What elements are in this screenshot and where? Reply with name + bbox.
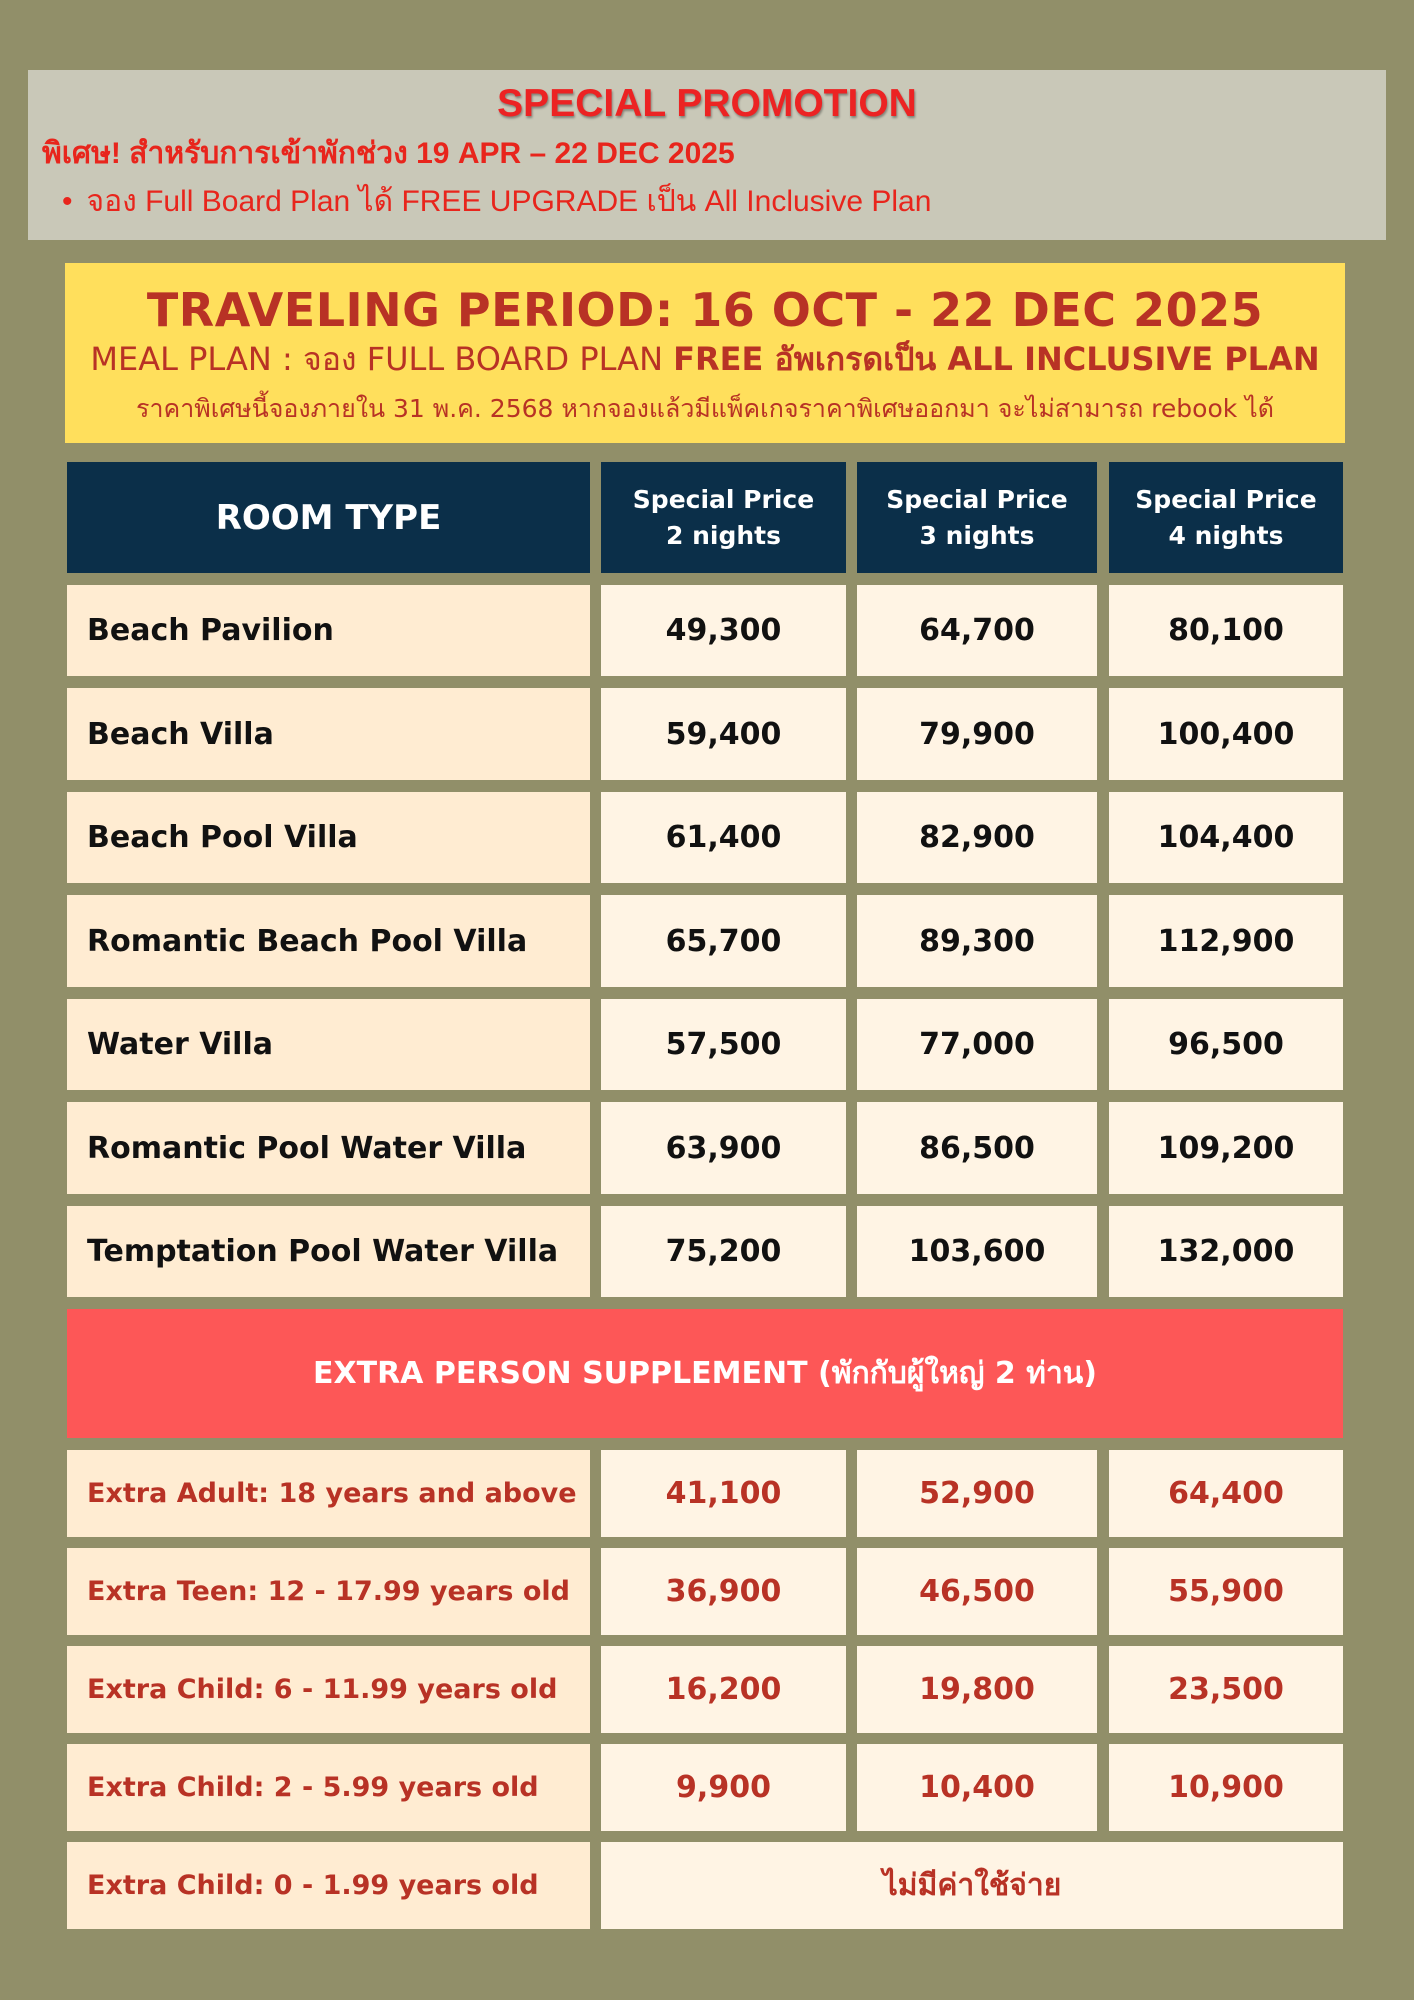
header-price-3-nights [857, 462, 1097, 573]
extra-price-4-nights: 55,900 [1109, 1548, 1343, 1635]
traveling-period-title: TRAVELING PERIOD: 16 OCT - 22 DEC 2025 [146, 283, 1264, 337]
extra-price-2-nights: 41,100 [601, 1450, 846, 1537]
room-price-4-nights: 104,400 [1109, 792, 1343, 883]
room-price-2-nights: 65,700 [601, 895, 846, 987]
extra-price-2-nights: 36,900 [601, 1548, 846, 1635]
room-price-3-nights: 89,300 [857, 895, 1097, 987]
room-price-2-nights: 61,400 [601, 792, 846, 883]
room-price-3-nights: 86,500 [857, 1102, 1097, 1194]
room-price-3-nights: 103,600 [857, 1206, 1097, 1297]
room-price-4-nights: 80,100 [1109, 585, 1343, 676]
header-nights-label: 3 nights [919, 520, 1035, 550]
room-name: Romantic Pool Water Villa [67, 1102, 590, 1194]
promotion-subtitle: พิเศษ! สำหรับการเข้าพักช่วง 19 APR – 22 DEC 2025 [42, 137, 735, 170]
promotion-box [28, 70, 1386, 240]
room-name: Beach Pool Villa [67, 792, 590, 883]
promotion-title: SPECIAL PROMOTION [497, 82, 917, 125]
bullet-icon: • [62, 185, 73, 218]
header-nights-label: 4 nights [1168, 520, 1284, 550]
room-price-3-nights: 82,900 [857, 792, 1097, 883]
meal-plan-upgrade: FREE อัพเกรดเป็น ALL INCLUSIVE PLAN [673, 340, 1320, 378]
header-price-label: Special Price [632, 484, 815, 514]
room-price-4-nights: 109,200 [1109, 1102, 1343, 1194]
room-price-4-nights: 112,900 [1109, 895, 1343, 987]
extra-person-label: Extra Teen: 12 - 17.99 years old [67, 1548, 590, 1635]
infant-no-charge: ไม่มีค่าใช้จ่าย [601, 1842, 1343, 1929]
extra-person-label: Extra Child: 0 - 1.99 years old [67, 1842, 590, 1929]
room-price-3-nights: 79,900 [857, 688, 1097, 780]
room-name: Romantic Beach Pool Villa [67, 895, 590, 987]
meal-plan-prefix: MEAL PLAN : จอง FULL BOARD PLAN [90, 340, 674, 378]
extra-price-3-nights: 52,900 [857, 1450, 1097, 1537]
room-price-2-nights: 63,900 [601, 1102, 846, 1194]
extra-person-label: Extra Child: 6 - 11.99 years old [67, 1646, 590, 1733]
room-price-2-nights: 57,500 [601, 999, 846, 1090]
room-name: Temptation Pool Water Villa [67, 1206, 590, 1297]
promotion-bullet [42, 180, 1372, 224]
extra-person-label: Extra Child: 2 - 5.99 years old [67, 1744, 590, 1831]
extra-price-4-nights: 23,500 [1109, 1646, 1343, 1733]
extra-price-3-nights: 10,400 [857, 1744, 1097, 1831]
extra-price-4-nights: 64,400 [1109, 1450, 1343, 1537]
booking-note: ราคาพิเศษนี้จองภายใน 31 พ.ค. 2568 หากจองแล้วมีแพ็คเกจราคาพิเศษออกมา จะไม่สามารถ rebook ได้ [136, 394, 1274, 423]
room-price-3-nights: 77,000 [857, 999, 1097, 1090]
extra-person-banner: EXTRA PERSON SUPPLEMENT (พักกับผู้ใหญ่ 2 ท่าน) [67, 1309, 1343, 1438]
header-nights-label: 2 nights [665, 520, 781, 550]
extra-price-3-nights: 19,800 [857, 1646, 1097, 1733]
extra-person-label: Extra Adult: 18 years and above [67, 1450, 590, 1537]
header-price-label: Special Price [886, 484, 1068, 514]
room-price-2-nights: 75,200 [601, 1206, 846, 1297]
room-name: Water Villa [67, 999, 590, 1090]
room-price-4-nights: 100,400 [1109, 688, 1343, 780]
extra-price-4-nights: 10,900 [1109, 1744, 1343, 1831]
room-price-4-nights: 96,500 [1109, 999, 1343, 1090]
room-name: Beach Pavilion [67, 585, 590, 676]
header-room-type: ROOM TYPE [67, 462, 590, 573]
traveling-period-banner [65, 263, 1345, 443]
extra-price-2-nights: 9,900 [601, 1744, 846, 1831]
room-name: Beach Villa [67, 688, 590, 780]
header-price-4-nights [1109, 462, 1343, 573]
room-price-3-nights: 64,700 [857, 585, 1097, 676]
promotion-bullet-text: จอง Full Board Plan ได้ FREE UPGRADE เป็น All Inclusive Plan [86, 185, 932, 218]
header-price-2-nights [601, 462, 846, 573]
header-price-label: Special Price [1135, 484, 1317, 514]
room-price-2-nights: 49,300 [601, 585, 846, 676]
room-price-4-nights: 132,000 [1109, 1206, 1343, 1297]
extra-price-2-nights: 16,200 [601, 1646, 846, 1733]
extra-price-3-nights: 46,500 [857, 1548, 1097, 1635]
meal-plan-line [65, 337, 1345, 381]
room-price-2-nights: 59,400 [601, 688, 846, 780]
